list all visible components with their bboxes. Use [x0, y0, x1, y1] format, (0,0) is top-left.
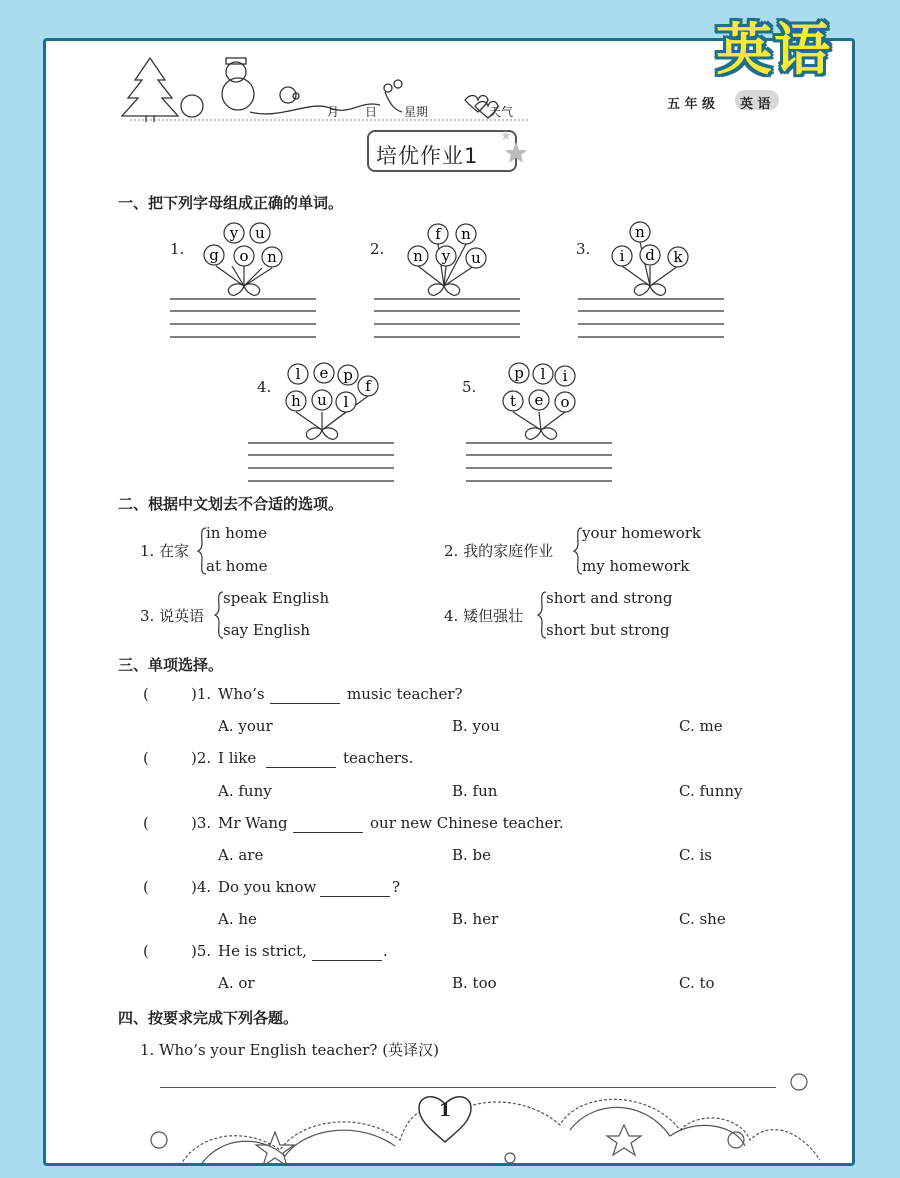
question-text: . — [383, 942, 388, 960]
option-c[interactable]: C. to — [679, 974, 715, 992]
question-number: )3. — [191, 814, 212, 832]
choice-option[interactable]: say English — [223, 621, 311, 639]
answer-paren[interactable]: ( — [143, 685, 149, 703]
option-b[interactable]: B. her — [452, 910, 499, 928]
star-icon — [496, 128, 536, 168]
balloon-group-5 — [495, 360, 595, 444]
choice-option[interactable]: your homework — [582, 524, 702, 542]
section1-heading: 一、把下列字母组成正确的单词。 — [118, 194, 344, 212]
balloon-letter: e — [319, 364, 329, 382]
section4-heading: 四、按要求完成下列各题。 — [118, 1009, 299, 1027]
question-text: Do you know — [218, 878, 317, 896]
header-grade: 五 年 级 — [667, 97, 716, 112]
section3-heading: 三、单项选择。 — [118, 656, 224, 674]
balloon-letter: h — [291, 392, 301, 410]
option-c[interactable]: C. is — [679, 846, 712, 864]
question-number: )2. — [191, 749, 212, 767]
balloon-group-2 — [400, 218, 490, 300]
question-text: Who’s — [218, 685, 265, 703]
item-number: 5. — [462, 378, 477, 396]
balloon-letter: o — [560, 393, 570, 411]
choice-option[interactable]: in home — [206, 524, 268, 542]
balloon-letter: y — [441, 247, 451, 265]
option-c[interactable]: C. she — [679, 910, 726, 928]
balloon-letter: p — [514, 364, 524, 382]
option-b[interactable]: B. too — [452, 974, 497, 992]
balloon-letter: y — [229, 224, 239, 242]
page-title: 培优作业1 — [376, 144, 479, 168]
option-a[interactable]: A. or — [218, 974, 255, 992]
option-a[interactable]: A. he — [218, 910, 257, 928]
choice-option[interactable]: my homework — [582, 557, 690, 575]
balloon-group-3 — [606, 218, 696, 300]
question-text: He is strict, — [218, 942, 307, 960]
balloon-letter: p — [343, 366, 353, 384]
balloon-letter: n — [635, 223, 645, 241]
section2-heading: 二、根据中文划去不合适的选项。 — [118, 495, 344, 513]
answer-lines-2[interactable] — [374, 296, 522, 340]
balloon-letter: u — [255, 224, 265, 242]
choice-prompt: 3. 说英语 — [140, 607, 205, 625]
header-day: 日 — [365, 105, 378, 119]
balloon-letter: l — [295, 365, 301, 383]
header-weather: 天气 — [489, 105, 514, 119]
choice-prompt: 4. 矮但强壮 — [444, 607, 524, 625]
balloon-letter: e — [534, 391, 544, 409]
balloon-group-4 — [278, 360, 388, 444]
balloon-letter: f — [435, 225, 441, 243]
balloon-letter: t — [509, 392, 517, 410]
answer-lines-4[interactable] — [248, 440, 396, 484]
question-text: ? — [392, 878, 401, 896]
question-number: )5. — [191, 942, 212, 960]
item-number: 1. — [170, 240, 185, 258]
option-c[interactable]: C. funny — [679, 782, 743, 800]
balloon-letter: o — [239, 247, 249, 265]
translation-item: 1. Who’s your English teacher? (英译汉) — [140, 1041, 439, 1059]
balloon-letter: u — [317, 391, 327, 409]
balloon-letter: n — [413, 247, 423, 265]
question-text: teachers. — [343, 749, 414, 767]
blank-line — [312, 960, 382, 961]
blank-line — [320, 896, 390, 897]
option-a[interactable]: A. funy — [218, 782, 272, 800]
blank-line — [293, 832, 363, 833]
question-text: music teacher? — [347, 685, 463, 703]
option-c[interactable]: C. me — [679, 717, 723, 735]
item-number: 4. — [257, 378, 272, 396]
option-b[interactable]: B. fun — [452, 782, 498, 800]
question-number: )1. — [191, 685, 212, 703]
choice-prompt: 1. 在家 — [140, 542, 190, 560]
header-weekday: 星期 — [404, 105, 429, 119]
item-number: 2. — [370, 240, 385, 258]
choice-option[interactable]: at home — [206, 557, 268, 575]
footer-decoration — [140, 1070, 830, 1166]
header-subject-tag: 英 语 — [740, 97, 771, 112]
question-text: our new Chinese teacher. — [370, 814, 564, 832]
balloon-group-1 — [200, 218, 290, 300]
balloon-letter: i — [619, 247, 625, 265]
answer-lines-1[interactable] — [170, 296, 318, 340]
balloon-letter: l — [343, 393, 349, 411]
answer-lines-3[interactable] — [578, 296, 726, 340]
question-text: I like — [218, 749, 257, 767]
choice-option[interactable]: short and strong — [546, 589, 673, 607]
balloon-letter: k — [673, 248, 683, 266]
balloon-letter: l — [540, 365, 546, 383]
ornament-icon — [181, 95, 203, 117]
choice-option[interactable]: short but strong — [546, 621, 670, 639]
option-b[interactable]: B. you — [452, 717, 500, 735]
snowman-icon — [222, 78, 254, 110]
balloon-letter: g — [209, 246, 219, 264]
tree-icon — [122, 58, 178, 116]
item-number: 3. — [576, 240, 591, 258]
option-a[interactable]: A. your — [218, 717, 273, 735]
answer-paren[interactable]: ( — [143, 814, 149, 832]
answer-paren[interactable]: ( — [143, 878, 149, 896]
balloon-letter: d — [645, 246, 655, 264]
answer-lines-5[interactable] — [466, 440, 614, 484]
blank-line — [270, 703, 340, 704]
header-month: 月 — [327, 105, 340, 119]
balloon-letter: u — [471, 249, 481, 267]
blank-line — [266, 767, 336, 768]
circle-icon — [791, 1074, 807, 1090]
question-text: Mr Wang — [218, 814, 288, 832]
option-b[interactable]: B. be — [452, 846, 492, 864]
subject-badge: 英语 — [716, 18, 832, 83]
balloon-letter: n — [461, 225, 471, 243]
answer-paren[interactable]: ( — [143, 749, 149, 767]
balloon-letter: f — [365, 377, 371, 395]
balloon-letter: n — [267, 248, 277, 266]
option-a[interactable]: A. are — [218, 846, 264, 864]
choice-prompt: 2. 我的家庭作业 — [444, 542, 554, 560]
page-number: 1 — [438, 1100, 452, 1121]
balloon-letter: i — [562, 367, 568, 385]
answer-paren[interactable]: ( — [143, 942, 149, 960]
question-number: )4. — [191, 878, 212, 896]
choice-option[interactable]: speak English — [223, 589, 330, 607]
